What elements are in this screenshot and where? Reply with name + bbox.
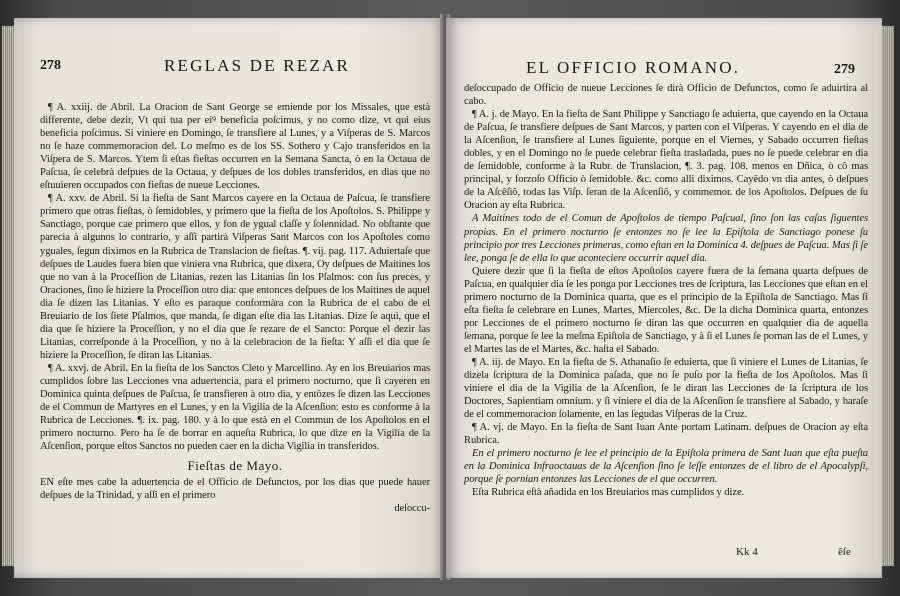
right-paragraph-7: En el primero nocturno ſe lee el principio de la Epiſtola primera de Sant Iuan que eſta pueſta en la Dominica Infraoctauas de la Aſcenſion ſino ſe leſſe entonzes de el libro de el Apocalypſi, porque ſe pornian entonzes las Lecciones de el que occurren. — [464, 448, 868, 486]
right-paragraph-6: ¶ A. vj. de Mayo. En la fieſta de Sant Iuan Ante portam Latinam. deſpues de Oracion ay eſta Rubrica. — [464, 422, 868, 447]
right-paragraph-2: ¶ A. j. de Mayo. En la fieſta de Sant Philippe y Sanctiago ſe aduierta, que cayendo en la Octaua de Paſcua, ſe transfiere deſpues de Sant Marcos, y parten con el Viſperas. Y cayendo en el dia de la Aſcenſion, ſe transfiere al Lunes ſiguiente, porque en el Viernes, y Sabado occurren fieſtas dobles, y en el Domingo no ſe puede celebrar fieſta trasladada, pues no ſe puede celebrar en dia de ſemidoble, conforme à la Rubr. de Translacion, ¶. 3. pag. 108. menos en Dñica, ò cõ mas principal, y forzoſo Officio ò ſemidoble. &c. como alli diximos. Cayēdo vn dia antes, ò deſpues de la Aſcēſiõ, todas las Viſp. ſeran de la Aſcenſiõ, y commemor. de los Apoſtolos. Deſpues de ſu Oracion ay eſta Rubrica. — [464, 109, 868, 212]
right-page — [446, 18, 882, 578]
right-running-head: EL OFFICIO ROMANO. — [526, 58, 741, 77]
left-page — [14, 18, 444, 578]
left-paragraph-2: ¶ A. xxv. de Abril. Si la fieſta de Sant Marcos cayere en la Octaua de Paſcua, ſe transfiere primero que otras fieſtas, ò ſemidobles, y primero que la fieſta de los Apoſtolos. S. Philippe y Sanctiago, porque cae primero que ellos, y fon de ygual claſſe y ſolennidad. No obſtante que parecia à algunos lo contrario, y aſſi partirà Viſperas Sant Marcos con los Apoſtoles como yguales, ſegun diximos en la Rubrica de Translacion de fieſtas. ¶. vij. pag. 117. Aduiertaſe que deſpues de Laudes fuera bien que viniera vna Rubrica, que dixera, Oy deſpues de Maitines los que no van à la Proceſſion de Litanias, rezen las Litanias ſin los Pſalmos: con ſus preces, y Oraciones, ſino ſe hiziere la Proceſſion otro dia: que entonces deſpues de los Maitines de aquel dia ſe dizen las Litanias. Y eſto es paraque conformàra con la Rubrica de el cabo de el Breuiario de los ſiete Pſalmos, que manda, ſe digan eſte dia las Litanias. Dize ſe aquì, que el dia que ſe hiziere la Proceſſion, y no el dia que ſe rezare de el Sancto: Porque el dezir las Litanias, correſponde à la Proceſſion, y no à la celebracion de la fieſta: Y aſſi el dia que ſe hiziere la Proceſſion, ſe diran las Litanias. — [40, 193, 430, 361]
right-paragraph-5: ¶ A. iij. de Mayo. En la fieſta de S. Athanaſio ſe eduierta, que ſi viniere el Lunes de Litanias, ſe dizela ſcriptura de la Dominica paſada, que no ſe puſo por la fieſta de los Apoſtolos. Mas ſi viniere el dia de la Vigilia de la Aſcenſion, ſe le diran las Lecciones de la ſcriptura de los Doctores, Sapientiam omnium. y ſi viniere el dia de la Aſcenſion ſe transfiere al Sabado, y haraſe de el commemoracion ſolamente, en las ſegudas Viſperas de la Cruz. — [464, 356, 868, 421]
right-catchword: ēſe — [838, 546, 851, 558]
right-page-edges — [882, 26, 894, 566]
right-text-block — [464, 82, 868, 500]
right-paragraph-3: A Maitines todo de el Comun de Apoſtolos de tiempo Paſcual, ſino ſon las caſas ſiguentes propias. En el primero nocturno ſe entonzes no ſe lee la Epiſtola de Sanctiago ponese ſu principio por tres Lecciones primeras, como eſtan en la Dominica 4. deſpues de Paſcua. Mas ſi ſe lee, ponga ſe de ella lo que aconteciere occurrir aquel dia. — [464, 213, 868, 264]
right-paragraph-1: deſoccupado de Officio de nueue Lecciones ſe dirà Officio de Defunctos, como ſe aduirtira al cabo. — [464, 83, 868, 108]
right-paragraph-8: Eſta Rubrica eſtà añadida en los Breuiarios mas cumplidos y dize. — [472, 487, 745, 499]
signature-mark: Kk 4 — [736, 546, 758, 558]
left-running-head: REGLAS DE REZAR — [164, 56, 350, 75]
left-paragraph-1: ¶ A. xxiij. de Abril. La Oracion de Sant George se emiende por los Missales, que està differente, debe dezir, Vt qui tua per eiꝰ beneficia poſcimus, y no como dize, vt qui eius beneficia poſcimus. Si viniere en Domingo, ſe transfiere al Lunes, y a Viſperas de S. Marcos no ſe haze commemoracion del. Lo meſmo es de los SS. Sothero y Cajo transferidos en la Viſpera de S. Marcos. Ytem ſi eſtas fieſtas occurren en la Semana Sancta, ò en la Octaua de Paſcua, ſe celebrà deſpues de la Octaua, y deſpues de los dobles transferidos, en dias que no eſtuuieren occupados con fieſtas de nueue Lecciones. — [40, 102, 430, 192]
section-heading: Fieſtas de Mayo. — [187, 458, 283, 474]
left-paragraph-3: ¶ A. xxvj. de Abril. En la fieſta de los Sanctos Cleto y Marcellino. Ay en los Breuiarios mas cumplidos ſobre las Lecciones vna aduertencia, para el primero nocturno, que ſi cayeren en Dominica quinta deſpues de Paſcua, ſe transfieren à otro dia, y entõzes ſe dizen las Lecciones de el Commun de Martyres en el Lunes, y en la Vigilia de la Aſcenſion: esto es conforme à la Rubrica de Lecciones. ¶. ix. pag. 180. y à lo que està en el Commun de los Apoſtolos en el primero nocturno. Pero ha ſe de borrar en aqueſta Rubrica, lo que dize en la Vigilia de la Aſcenſion, porque eſtos Sanctos no pueden caer en la dicha Vigilia in transferidos. — [40, 362, 430, 453]
right-folio: 279 — [834, 62, 855, 77]
left-text-block — [40, 101, 430, 515]
left-catchword: deſoccu- — [394, 503, 430, 515]
left-page-edges — [2, 26, 14, 566]
left-closing-paragraph: EN eſte mes cabe la aduertencia de el Officio de Defunctos, por los dias que puede hauer deſpues de la Trinidad, y aſſi en el primero — [40, 477, 430, 502]
left-folio: 278 — [40, 58, 61, 73]
right-paragraph-4: Quiere dezir que ſi la fieſta de eſtos Apoſtolos cayere fuera de la ſemana quarta deſpues de Paſcua, en qualquier dia ſe les ponga por Lecciones tres de ſcriptura, las Lecciones que eſtan en el primero nocturno de la Dominica quarta, que es el principio de la Epiſtola de Sanctiago. Mas ſi eſta fieſta ſe celebrare en Lunes, Martes, Miercoles, &c. De la dicha Dominica quarta, entonzes por Lecciones de el primero nocturno ſe diran las que occurren en qualquier dia de aquella ſemana, porque ſe lee la meſma Epiſtola de Sanctiago, y à ſi el Lunes ſe pornan las de el Lunes, y el Martes las de el Martes, &c. haſta el Sabado. — [464, 265, 868, 355]
